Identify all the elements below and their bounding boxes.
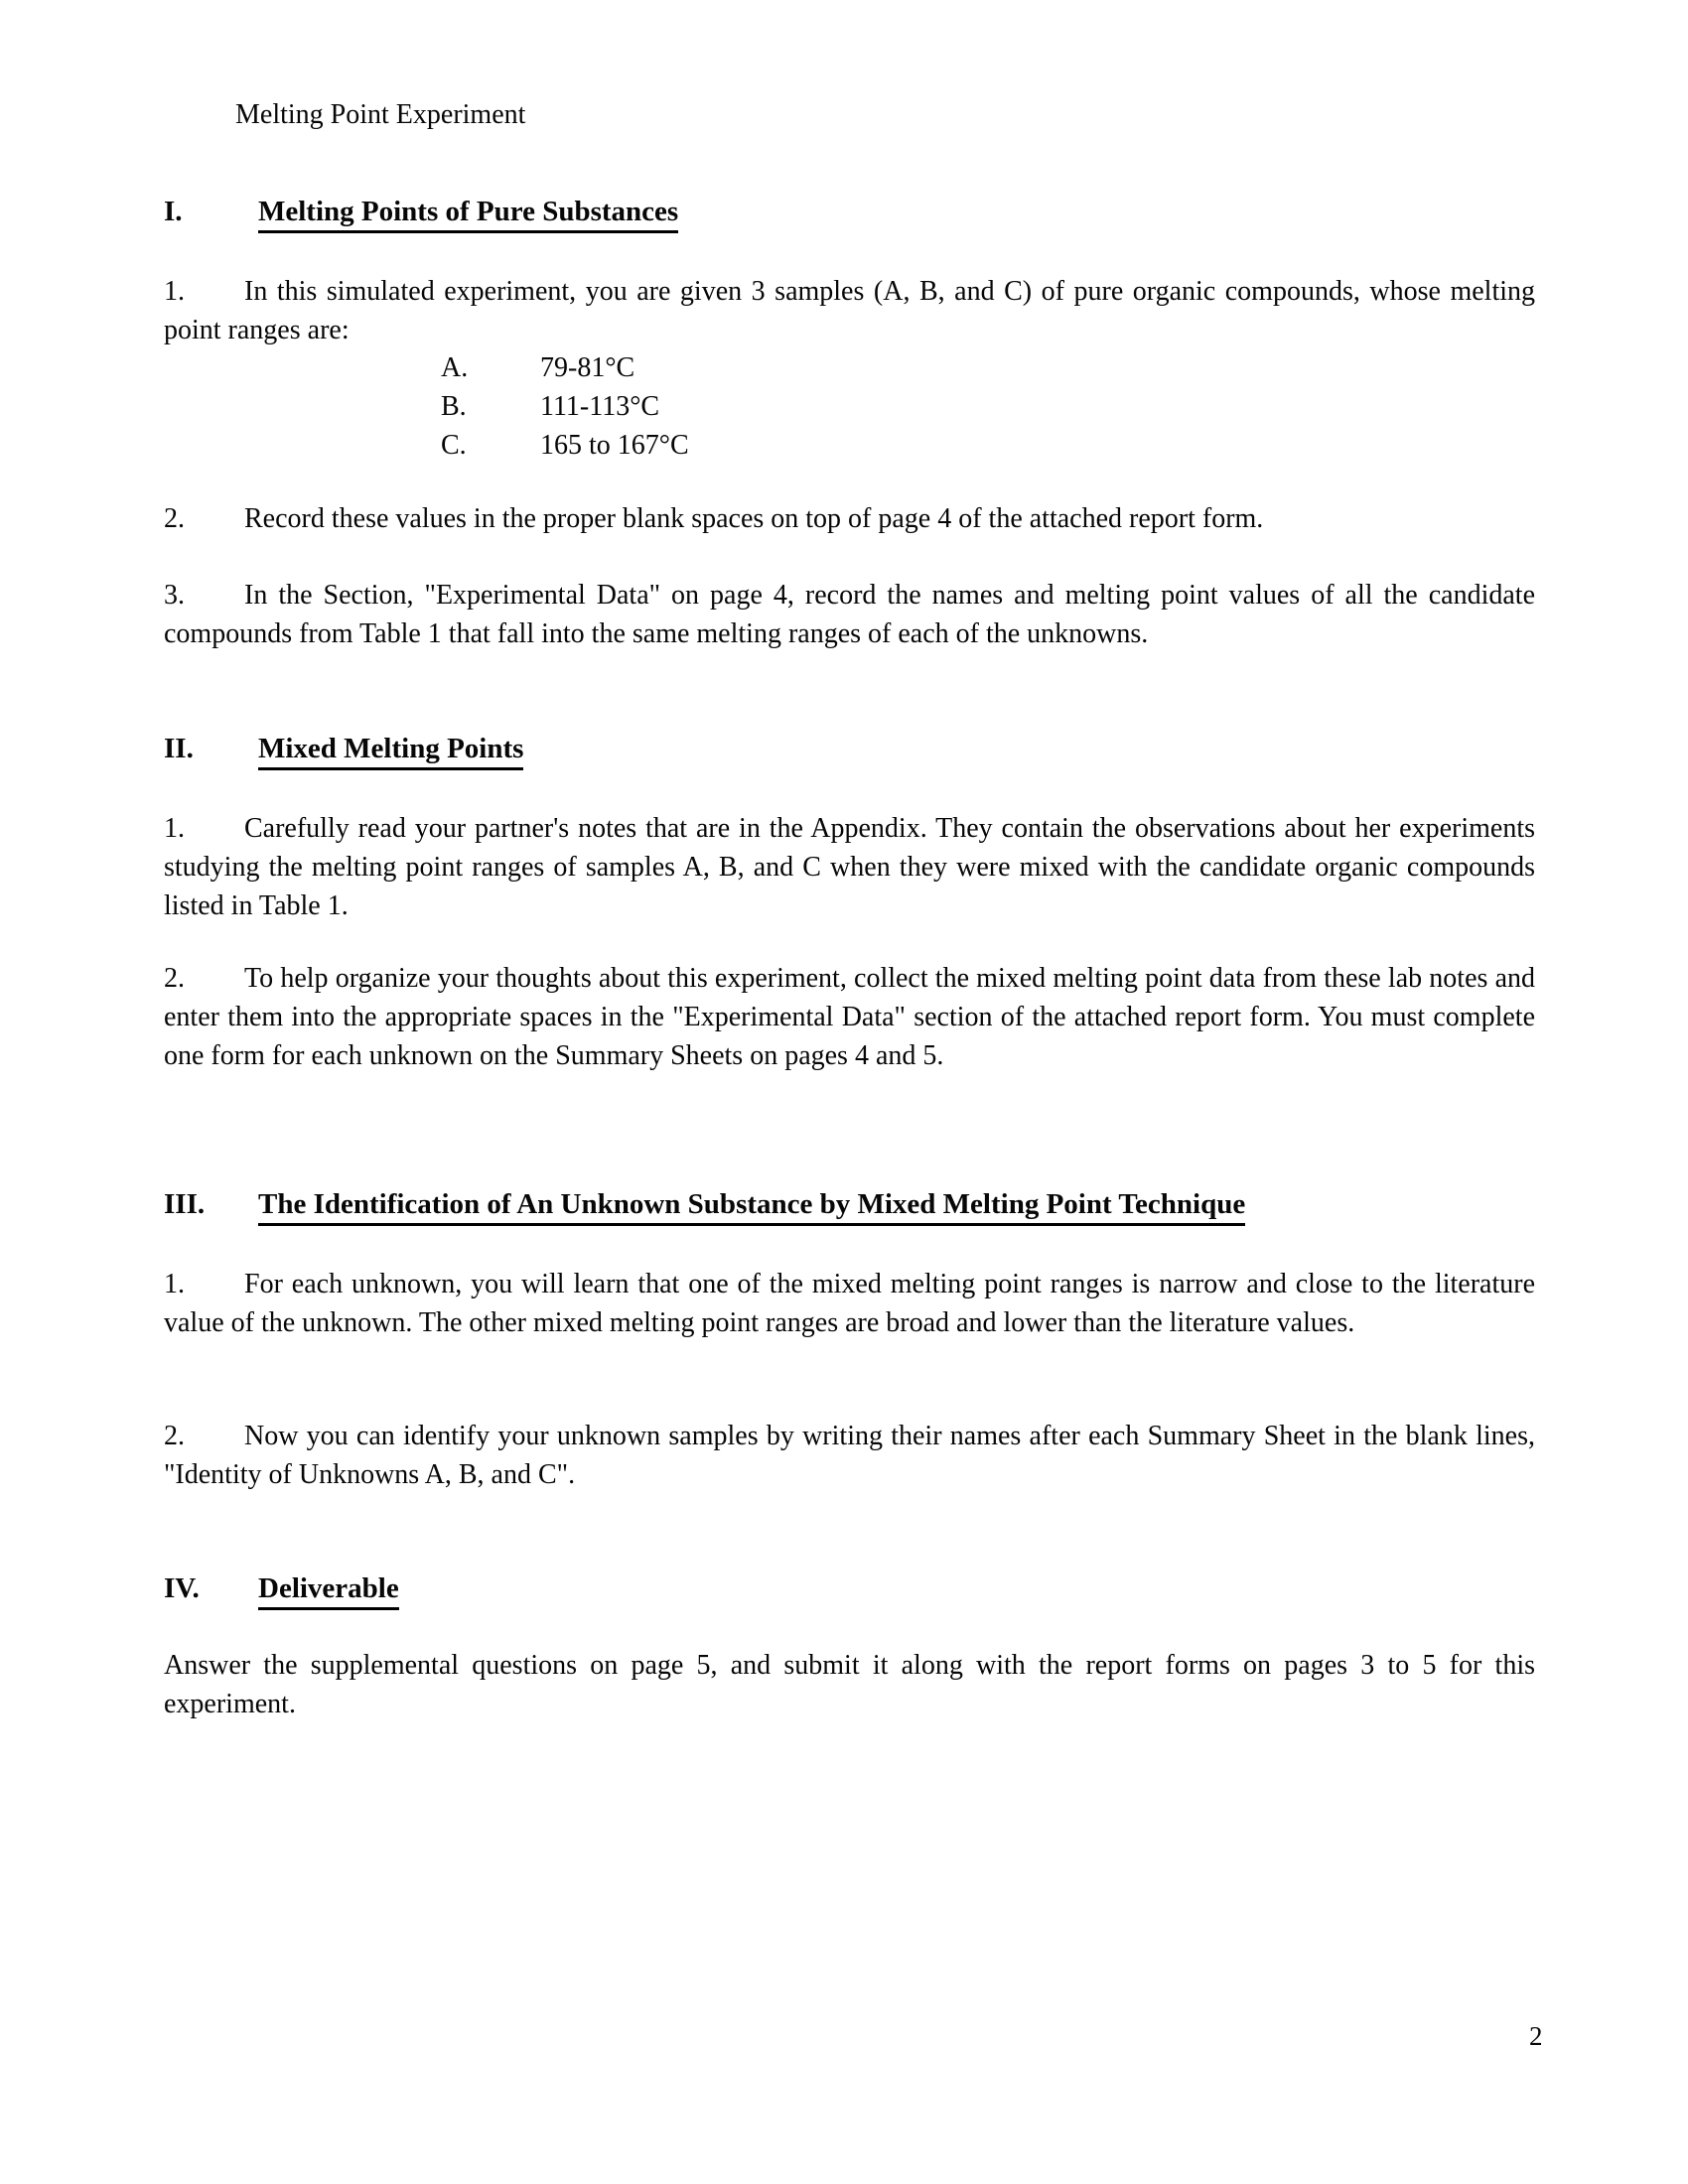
section-numeral: IV. [164, 1572, 200, 1604]
paragraph-number: 1. [164, 1269, 185, 1299]
list-item [164, 426, 1535, 465]
paragraph-number: 1. [164, 276, 185, 307]
section-numeral: II. [164, 733, 194, 764]
paragraph-ii-2 [164, 959, 1535, 1075]
paragraph-text: Answer the supplemental questions on page 5, and submit it along with the report forms on pages 3 to 5 for this experiment. [164, 1650, 1535, 1719]
paragraph-text: Record these values in the proper blank spaces on top of page 4 of the attached report form. [244, 503, 1264, 534]
paragraph-text: In the Section, "Experimental Data" on page 4, record the names and melting point values of all the candidate compounds from Table 1 that fall into the same melting ranges of each of the unknowns. [164, 580, 1535, 649]
list-item-value: 111-113°C [540, 391, 660, 422]
list-item [164, 348, 1535, 387]
section-title: The Identification of An Unknown Substance by Mixed Melting Point Technique [258, 1188, 1245, 1226]
paragraph-text: To help organize your thoughts about this experiment, collect the mixed melting point data from these lab notes and enter them into the appropriate spaces in the "Experimental Data" section of the attached report form. You must complete one form for each unknown on the Summary Sheets on pages 4 and 5. [164, 963, 1535, 1071]
paragraph-iii-1 [164, 1265, 1535, 1342]
paragraph-i-1 [164, 272, 1535, 349]
list-item-value: 165 to 167°C [540, 430, 689, 461]
paragraph-i-3 [164, 576, 1535, 653]
paragraph-number: 3. [164, 580, 185, 611]
list-item-label: B. [441, 391, 467, 422]
section-numeral: III. [164, 1188, 206, 1220]
paragraph-number: 2. [164, 503, 185, 534]
section-heading-iii [164, 1187, 1535, 1221]
list-item-label: C. [441, 430, 467, 461]
paragraph-number: 1. [164, 813, 185, 844]
section-title: Melting Points of Pure Substances [258, 196, 678, 233]
melting-point-list [164, 348, 1535, 465]
page-number: 2 [1529, 2021, 1543, 2051]
section-title: Mixed Melting Points [258, 733, 523, 770]
section-title: Deliverable [258, 1572, 399, 1610]
paragraph-text: For each unknown, you will learn that one of the mixed melting point ranges is narrow and close to the literature value of the unknown. The other mixed melting point ranges are broad and lower than the literature values. [164, 1269, 1535, 1338]
paragraph-number: 2. [164, 1421, 185, 1451]
paragraph-number: 2. [164, 963, 185, 994]
list-item-label: A. [441, 352, 469, 383]
list-item [164, 387, 1535, 426]
paragraph-i-2 [164, 499, 1535, 538]
section-heading-iv [164, 1571, 1535, 1605]
paragraph-iii-2 [164, 1417, 1535, 1494]
paragraph-ii-1 [164, 809, 1535, 925]
paragraph-text: Carefully read your partner's notes that are in the Appendix. They contain the observations about her experiments studying the melting point ranges of samples A, B, and C when they were mixed with the candidate organic compounds listed in Table 1. [164, 813, 1535, 921]
section-heading-i [164, 195, 1535, 228]
paragraph-text: Now you can identify your unknown samples by writing their names after each Summary Sheet in the blank lines, "Identity of Unknowns A, B, and C". [164, 1421, 1535, 1490]
paragraph-iv-1 [164, 1646, 1535, 1723]
list-item-value: 79-81°C [540, 352, 635, 383]
paragraph-text: In this simulated experiment, you are given 3 samples (A, B, and C) of pure organic compounds, whose melting point ranges are: [164, 276, 1535, 345]
section-heading-ii [164, 732, 1535, 765]
page-header: Melting Point Experiment [235, 99, 526, 130]
section-numeral: I. [164, 196, 183, 227]
